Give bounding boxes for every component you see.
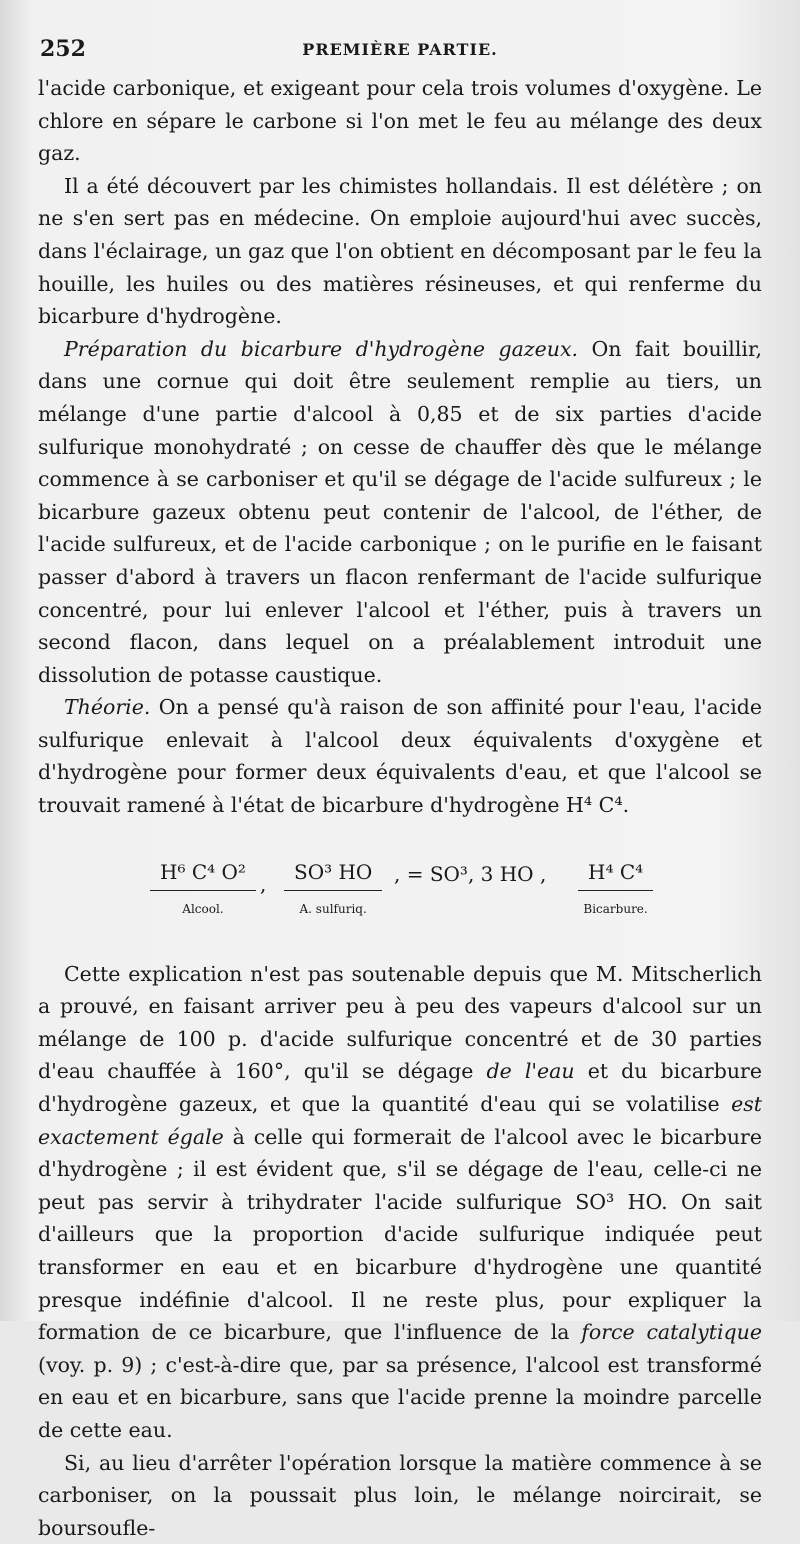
formula-acide	[284, 856, 382, 926]
formula-separator-1: ,	[260, 871, 267, 896]
paragraph-continuation: l'acide carbonique, et exigeant pour cela trois volumes d'oxygène. Le chlore en sépare le carbone si l'on met le feu au mélange des deux gaz.	[38, 76, 762, 166]
mitscherlich-emphasis-1: de l'eau	[486, 1059, 575, 1084]
formula-bicarbure-top: H⁴ C⁴	[578, 856, 653, 892]
running-head: PREMIÈRE PARTIE.	[302, 40, 498, 59]
page-number: 252	[40, 36, 86, 62]
formula-acide-caption: A. sulfuriq.	[299, 902, 367, 917]
formula-acide-top: SO³ HO	[284, 856, 382, 892]
paragraph-mitscherlich	[38, 958, 762, 1447]
mitscherlich-emphasis-2: est exactement égale	[38, 1092, 762, 1149]
formula-alcool-top: H⁶ C⁴ O²	[150, 856, 256, 892]
formula-alcool	[150, 856, 256, 926]
preparation-text: On fait bouillir, dans une cornue qui doit être seulement remplie au tiers, un mélange d'une partie d'alcool à 0,85 et de six parties d'acide sulfurique monohydraté ; on cesse de chauffer dès que le mélange commence à se carboniser et qu'il se dégage de l'acide sulfureux ; le bicarbure gazeux obtenu peut contenir de l'alcool, de l'éther, de l'acide sulfureux, et de l'acide carbonique ; on le purifie en le faisant passer d'abord à travers un flacon renfermant de l'acide sulfurique concentré, pour lui enlever l'alcool et l'éther, puis à travers un second flacon, dans lequel on a préalablement introduit une dissolution de potasse caustique.	[38, 336, 763, 687]
paragraph-theorie	[38, 691, 762, 821]
paragraph-preparation	[38, 333, 762, 692]
mitscherlich-text-1: Cette explication n'est pas soutenable depuis que M. Mitscherlich a prouvé, en faisant arriver peu à peu des vapeurs d'alcool sur un mélange de 100 p. d'acide sulfurique concentré et de 30 parties d'eau chauffée à 160°, qu'il se dégage	[38, 961, 762, 1084]
mitscherlich-emphasis-3: force catalytique	[581, 1320, 762, 1345]
theorie-title: Théorie.	[64, 695, 151, 720]
formula-separator-2: , = SO³, 3 HO ,	[394, 861, 547, 886]
paragraph-hollandais: Il a été découvert par les chimistes hollandais. Il est délétère ; on ne s'en sert pas en médecine. On emploie aujourd'hui avec succès, dans l'éclairage, un gaz que l'on obtient en décomposant par le feu la houille, les huiles ou des matières résineuses, et qui renferme du bicarbure d'hydrogène.	[38, 173, 762, 329]
chemical-equation	[38, 828, 762, 958]
formula-bicarbure-caption: Bicarbure.	[583, 902, 648, 917]
mitscherlich-text-2: et du bicarbure d'hydrogène gazeux, et que la quantité d'eau qui se volatilise	[38, 1059, 762, 1117]
page-header	[38, 36, 762, 72]
mitscherlich-text-4: (voy. p. 9) ; c'est-à-dire que, par sa présence, l'alcool est transformé en eau et en bicarbure, sans que l'acide prenne la moindre parcelle de cette eau.	[38, 1352, 762, 1442]
theorie-text: On a pensé qu'à raison de son affinité pour l'eau, l'acide sulfurique enlevait à l'alcool deux équivalents d'oxygène et d'hydrogène pour former deux équivalents d'eau, et que l'alcool se trouvait ramené à l'état de bicarbure d'hydrogène H⁴ C⁴.	[38, 695, 762, 818]
page-body	[38, 72, 762, 1544]
formula-bicarbure	[578, 856, 653, 926]
paragraph-last: Si, au lieu d'arrêter l'opération lorsque la matière commence à se carboniser, on la poussait plus loin, le mélange noircirait, se boursoufle-	[38, 1450, 762, 1540]
preparation-title: Préparation du bicarbure d'hydrogène gazeux.	[64, 336, 579, 361]
mitscherlich-text-3: à celle qui formerait de l'alcool avec le bicarbure d'hydrogène ; il est évident que, s'il se dégage de l'eau, celle-ci ne peut pas servir à trihydrater l'acide sulfurique SO³ HO. On sait d'ailleurs que la proportion d'acide sulfurique indiquée peut transformer en eau et en bicarbure d'hydrogène une quantité presque indéfinie d'alcool. Il ne reste plus, pour expliquer la formation de ce bicarbure, que l'influence de la	[38, 1124, 762, 1345]
formula-alcool-caption: Alcool.	[182, 902, 224, 917]
